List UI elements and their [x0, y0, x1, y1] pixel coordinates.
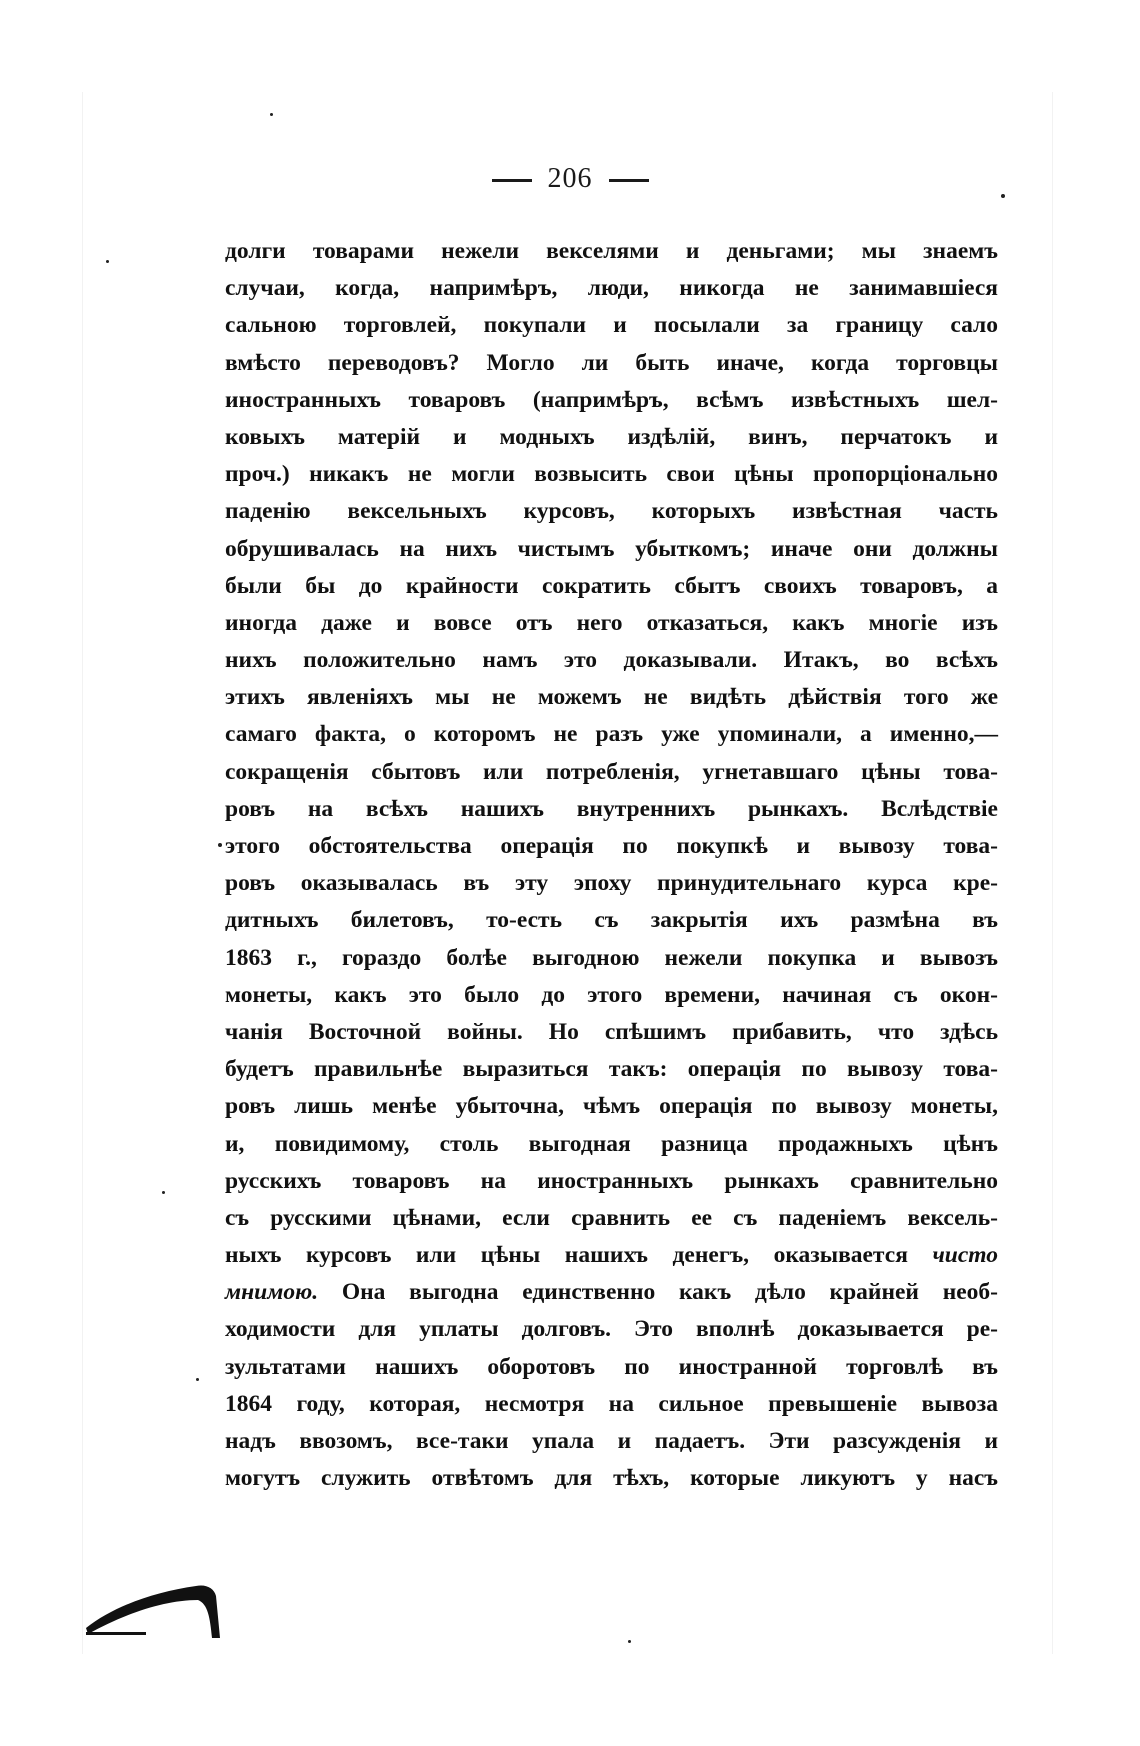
text-line: и, повидимому, столь выгодная разница продажныхъ цѣнъ: [225, 1130, 998, 1157]
text-line-main: ныхъ курсовъ или цѣны нашихъ денегъ, оказывается: [225, 1242, 908, 1269]
text-line: 1863 г., гораздо болѣе выгодною нежели покупка и вывозъ: [225, 944, 998, 971]
text-line: вмѣсто переводовъ? Могло ли быть иначе, когда торговцы: [225, 349, 998, 376]
text-line: нихъ положительно намъ это доказывали. Итакъ, во всѣхъ: [225, 647, 998, 674]
text-line: этихъ явленіяхъ мы не можемъ не видѣть дѣйствія того же: [225, 684, 998, 711]
text-line: зультатами нашихъ оборотовъ по иностранной торговлѣ въ: [225, 1353, 998, 1380]
text-line: дитныхъ билетовъ, то-есть съ закрытія ихъ размѣна въ: [225, 907, 998, 934]
text-line: съ русскими цѣнами, если сравнить ее съ паденіемъ вексель-: [225, 1204, 998, 1231]
text-line-main: Она выгодна единственно какъ дѣло крайней необ-: [341, 1279, 998, 1306]
text-line: ровъ оказывалась въ эту эпоху принудительнаго курса кре-: [225, 870, 998, 897]
text-line: паденію вексельныхъ курсовъ, которыхъ извѣстная часть: [225, 498, 998, 525]
body-text: [225, 233, 998, 1497]
speck: [270, 113, 273, 116]
text-line: обрушивалась на нихъ чистымъ убыткомъ; иначе они должны: [225, 535, 998, 562]
text-line: долги товарами нежели векселями и деньгами; мы знаемъ: [225, 238, 998, 264]
speck: [1001, 194, 1005, 198]
text-line: монеты, какъ это было до этого времени, начиная съ окон-: [225, 981, 998, 1008]
text-line: ковыхъ матерій и модныхъ издѣлій, винъ, перчатокъ и: [225, 423, 998, 450]
speck: [218, 843, 222, 847]
text-line: ровъ на всѣхъ нашихъ внутреннихъ рынкахъ. Вслѣдствіе: [225, 795, 998, 822]
speck: [628, 1640, 631, 1643]
text-line: были бы до крайности сократить сбытъ своихъ товаровъ, а: [225, 572, 998, 599]
speck: [196, 1378, 199, 1381]
text-line: надъ ввозомъ, все-таки упала и падаетъ. Эти разсужденія и: [225, 1428, 998, 1454]
italic-emphasis: чисто: [932, 1242, 999, 1269]
text-line: русскихъ товаровъ на иностранныхъ рынкахъ сравнительно: [225, 1167, 998, 1194]
dash-left: [492, 179, 532, 182]
text-line: сокращенія сбытовъ или потребленія, угнетавшаго цѣны това-: [225, 758, 998, 785]
scan-edge-right: [1052, 92, 1053, 1654]
text-line: сальною торговлей, покупали и посылали за границу сало: [225, 312, 998, 339]
text-line: иногда даже и вовсе отъ него отказаться, какъ многіе изъ: [225, 609, 998, 636]
text-line: 1864 году, которая, несмотря на сильное превышеніе вывоза: [225, 1390, 998, 1417]
text-line: иностранныхъ товаровъ (напримѣръ, всѣмъ извѣстныхъ шел-: [225, 386, 998, 413]
speck: [106, 260, 109, 263]
text-line: [225, 1274, 998, 1311]
speck: [162, 1191, 165, 1194]
text-line: случаи, когда, напримѣръ, люди, никогда не занимавшіеся: [225, 275, 998, 302]
text-line: чанія Восточной войны. Но спѣшимъ прибавить, что здѣсь: [225, 1018, 998, 1045]
text-line: этого обстоятельства операція по покупкѣ и вывозу това-: [225, 833, 998, 859]
text-line: проч.) никакъ не могли возвысить свои цѣны пропорціонально: [225, 461, 998, 488]
text-line: ровъ лишь менѣе убыточна, чѣмъ операція по вывозу монеты,: [225, 1093, 998, 1120]
italic-emphasis: мнимою.: [225, 1279, 319, 1306]
text-line: [225, 1237, 998, 1274]
dash-right: [609, 179, 649, 182]
scan-edge-left: [82, 92, 83, 1654]
page-number: [0, 163, 1140, 195]
text-line: самаго факта, о которомъ не разъ уже упоминали, а именно,—: [225, 721, 998, 748]
text-line: ходимости для уплаты долговъ. Это вполнѣ доказывается ре-: [225, 1316, 998, 1343]
ink-flourish: [84, 1578, 224, 1640]
page-number-value: 206: [547, 163, 593, 194]
text-line: будетъ правильнѣе выразиться такъ: операція по вывозу това-: [225, 1056, 998, 1083]
text-line: могутъ служить отвѣтомъ для тѣхъ, которые ликуютъ у насъ: [225, 1465, 998, 1492]
